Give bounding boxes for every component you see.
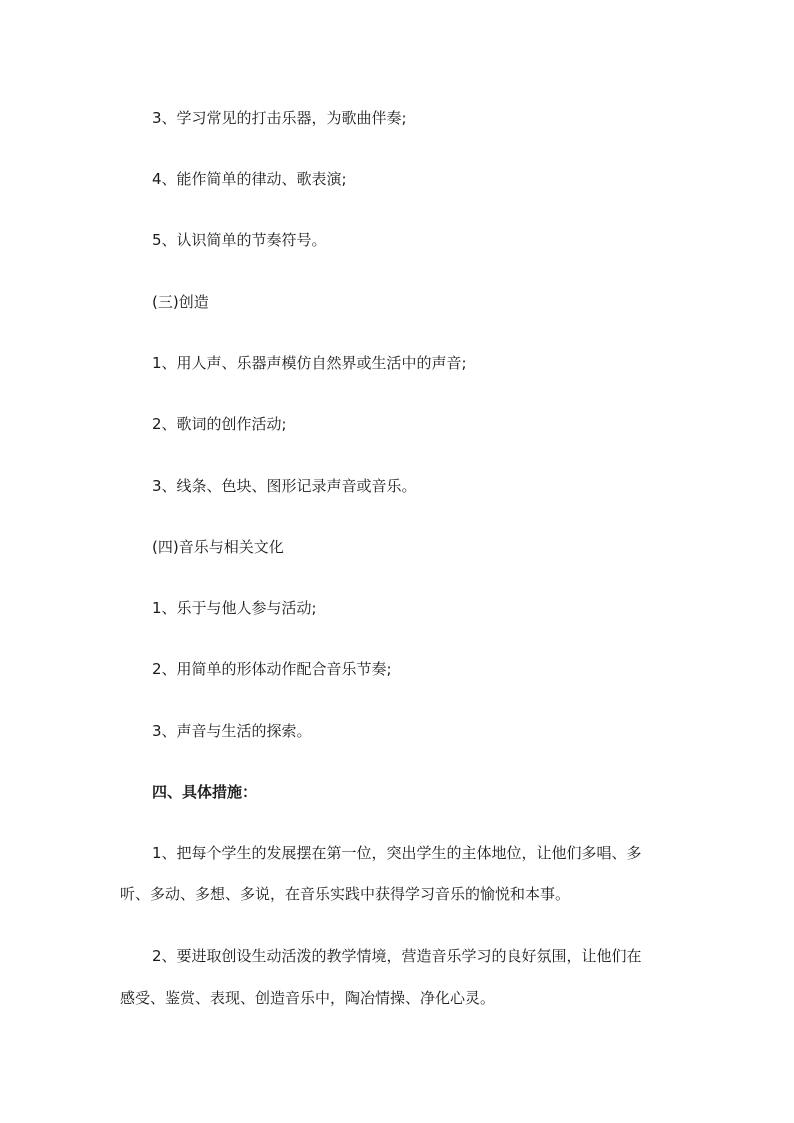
list-item-body-movement: 2、用简单的形体动作配合音乐节奏; xyxy=(152,660,392,678)
section-heading-culture: (四)音乐与相关文化 xyxy=(152,538,284,556)
section-heading-measures: 四、具体措施： xyxy=(152,783,258,801)
list-item-participate: 1、乐于与他人参与活动; xyxy=(152,599,317,617)
section-heading-create: (三)创造 xyxy=(152,293,209,311)
list-item-lyrics: 2、歌词的创作活动; xyxy=(152,415,287,433)
list-item-rhythm-symbols: 5、认识简单的节奏符号。 xyxy=(152,231,327,249)
paragraph-1-line-1: 1、把每个学生的发展摆在第一位，突出学生的主体地位，让他们多唱、多 xyxy=(152,844,642,862)
list-item-movement: 4、能作简单的律动、歌表演; xyxy=(152,170,347,188)
paragraph-1-line-2: 听、多动、多想、多说，在音乐实践中获得学习音乐的愉悦和本事。 xyxy=(120,885,571,903)
list-item-explore-sounds: 3、声音与生活的探索。 xyxy=(152,722,312,740)
paragraph-2-line-2: 感受、鉴赏、表现、创造音乐中，陶冶情操、净化心灵。 xyxy=(120,989,496,1007)
list-item-percussion: 3、学习常见的打击乐器，为歌曲伴奏; xyxy=(152,109,407,127)
list-item-imitate-sounds: 1、用人声、乐器声模仿自然界或生活中的声音; xyxy=(152,354,467,372)
list-item-record-sounds: 3、线条、色块、图形记录声音或音乐。 xyxy=(152,477,417,495)
paragraph-2-line-1: 2、要进取创设生动活泼的教学情境，营造音乐学习的良好氛围，让他们在 xyxy=(152,947,642,965)
